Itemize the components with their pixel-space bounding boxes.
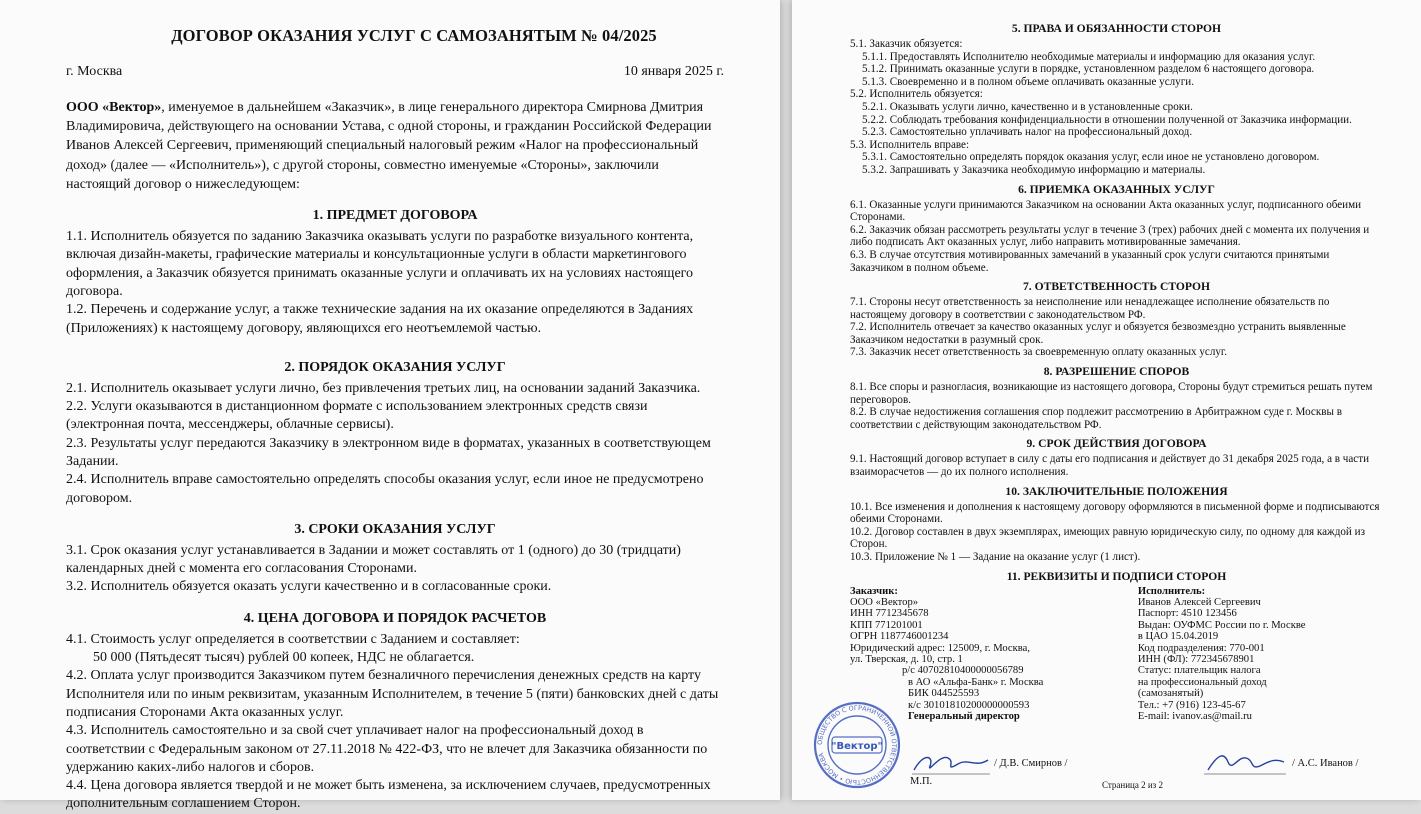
clause-10-1: 10.1. Все изменения и дополнения к настоящему договору оформляются в письменной форме и подписываются обеими Сторонами. bbox=[850, 500, 1380, 526]
clause-5-2-3: 5.2.3. Самостоятельно уплачивать налог на профессиональный доход. bbox=[862, 126, 1193, 139]
clause-10-2: 10.2. Договор составлен в двух экземплярах, имеющих равную юридическую силу, по одному для каждой из Сторон. bbox=[850, 525, 1365, 551]
page-number: Страница 2 из 2 bbox=[1102, 780, 1163, 790]
clause-5-2-1: 5.2.1. Оказывать услуги лично, качественно и в установленные сроки. bbox=[862, 100, 1193, 113]
clause-7-1: 7.1. Стороны несут ответственность за неисполнение или ненадлежащее исполнение обязательств по настоящему договору в соответствии с законодательством РФ. bbox=[850, 296, 1330, 321]
customer-line: БИК 044525593 bbox=[908, 688, 980, 700]
contract-price: 50 000 (Пятьдесят тысяч) рублей 00 копеек, НДС не облагается. bbox=[93, 650, 475, 666]
document-page-2 bbox=[792, 0, 1421, 800]
clause-10-3: 10.3. Приложение № 1 — Задание на оказание услуг (1 лист). bbox=[850, 551, 1141, 563]
clause-4-2: 4.2. Оплата услуг производится Заказчиком путем безналичного перечисления денежных средств на карту Исполнителя или по иным реквизитам, указанным Исполнителем, в течение 5 (пяти) банковских дней с даты подписания Сторонами Акта оказанных услуг. bbox=[66, 668, 719, 720]
customer-line: р/с 40702810400000056789 bbox=[902, 665, 1024, 677]
clause-5-2-2: 5.2.2. Соблюдать требования конфиденциальности в отношении полученной от Заказчика информации. bbox=[862, 113, 1352, 126]
contractor-line: Паспорт: 4510 123456 bbox=[1137, 608, 1237, 620]
contractor-line: Иванов Алексей Сергеевич bbox=[1137, 597, 1261, 608]
company-seal-icon bbox=[812, 700, 902, 790]
contractor-line: Тел.: +7 (916) 123-45-67 bbox=[1137, 699, 1246, 711]
clause-3-1: 3.1. Срок оказания услуг устанавливается в Задании и может составлять от 1 (одного) до 30 (тридцати) календарных дней с момента его согласования Сторонами. bbox=[66, 542, 681, 577]
contractor-line: Код подразделения: 770-001 bbox=[1137, 642, 1265, 654]
contractor-line: Статус: плательщик налога bbox=[1137, 665, 1261, 677]
section-9-heading: 9. СРОК ДЕЙСТВИЯ ДОГОВОРА bbox=[1026, 437, 1207, 451]
requisites bbox=[850, 586, 1383, 723]
section-3-heading: 3. СРОКИ ОКАЗАНИЯ УСЛУГ bbox=[294, 521, 496, 537]
seal-ring-text: ОБЩЕСТВО С ОГРАНИЧЕННОЙ ОТВЕТСТВЕННОСТЬЮ • МОСКВА bbox=[815, 703, 899, 787]
preamble-text: , именуемое в дальнейшем «Заказчик», в лице генерального директора Смирнова Дмитрия Владимировича, действующего на основании Устава, с одной стороны, и гражданин Российской Федерации Иванов Алексей Сергеевич, применяющий специальный налоговый режим «Налог на профессиональный доход» (далее — «Исполнитель»), с другой стороны, совместно именуемые «Стороны», заключили настоящий договор о нижеследующем: bbox=[66, 100, 712, 192]
contractor-label: Исполнитель: bbox=[1137, 585, 1206, 597]
customer-signature-icon bbox=[910, 748, 992, 778]
clause-5-1-3: 5.1.3. Своевременно и в полном объеме оплачивать оказанные услуги. bbox=[862, 75, 1194, 88]
contractor-requisites bbox=[1138, 586, 1383, 723]
seal-text: "Вектор" bbox=[831, 741, 883, 752]
clause-6-3: 6.3. В случае отсутствия мотивированных замечаний в указанный срок услуги считаются принятыми Заказчиком в полном объеме. bbox=[850, 248, 1330, 274]
customer-line: ИНН 7712345678 bbox=[850, 608, 929, 620]
clause-4-1: 4.1. Стоимость услуг определяется в соответствии с Заданием и составляет: bbox=[66, 631, 520, 647]
clause-5-2: 5.2. Исполнитель обязуется: bbox=[850, 88, 983, 101]
clause-1-1: 1.1. Исполнитель обязуется по заданию Заказчика оказывать услуги по разработке визуального контента, включая дизайн-макеты, графические материалы и консультационные услуги в области маркетингового оформления, а Заказчик обязуется принимать оказанные услуги и оплачивать их на условиях настоящего договора. bbox=[66, 229, 694, 299]
section-2-heading: 2. ПОРЯДОК ОКАЗАНИЯ УСЛУГ bbox=[284, 359, 506, 375]
section-1-heading: 1. ПРЕДМЕТ ДОГОВОРА bbox=[312, 208, 478, 224]
section-7-heading: 7. ОТВЕТСТВЕННОСТЬ СТОРОН bbox=[1022, 280, 1210, 294]
contract-date: 10 января 2025 г. bbox=[623, 64, 724, 79]
customer-line: ул. Тверская, д. 10, стр. 1 bbox=[850, 654, 963, 666]
clause-7-3: 7.3. Заказчик несет ответственность за своевременную оплату оказанных услуг. bbox=[850, 346, 1227, 359]
clause-1-2: 1.2. Перечень и содержание услуг, а также технические задания на их оказание определяются в Заданиях (Приложениях) к настоящему договору, являющихся его неотъемлемой частью. bbox=[66, 302, 694, 336]
customer-line: Юридический адрес: 125009, г. Москва, bbox=[850, 642, 1030, 654]
preamble bbox=[66, 98, 724, 194]
section-8-heading: 8. РАЗРЕШЕНИЕ СПОРОВ bbox=[1043, 365, 1190, 379]
contractor-line: Выдан: ОУФМС России по г. Москве bbox=[1137, 619, 1306, 631]
company-name: ООО «Вектор» bbox=[66, 100, 162, 115]
clause-7-2: 7.2. Исполнитель отвечает за качество оказанных услуг и обязуется безвозмездно устранить выявленные Заказчиком недостатки в разумный срок. bbox=[850, 321, 1346, 346]
section-10-heading: 10. ЗАКЛЮЧИТЕЛЬНЫЕ ПОЛОЖЕНИЯ bbox=[1005, 484, 1228, 498]
place-date-line bbox=[66, 64, 724, 80]
customer-line: ООО «Вектор» bbox=[850, 597, 919, 608]
clause-5-3-1: 5.3.1. Самостоятельно определять порядок оказания услуг, если иное не установлено договором. bbox=[862, 151, 1320, 164]
customer-line: ОГРН 1187746001234 bbox=[850, 631, 949, 643]
clause-9-1: 9.1. Настоящий договор вступает в силу с даты его подписания и действует до 31 декабря 2025 года, а в части взаиморасчетов — до их полного исполнения. bbox=[850, 453, 1370, 479]
customer-position: Генеральный директор bbox=[908, 711, 1020, 723]
clause-6-2: 6.2. Заказчик обязан рассмотреть результаты услуг в течение 3 (трех) рабочих дней с момента их получения и либо подписать Акт оказанных услуг, либо направить мотивированные замечания. bbox=[850, 223, 1370, 249]
customer-signature-name: / Д.В. Смирнов / bbox=[994, 758, 1068, 769]
section-11-heading: 11. РЕКВИЗИТЫ И ПОДПИСИ СТОРОН bbox=[1006, 569, 1227, 583]
clause-5-3: 5.3. Исполнитель вправе: bbox=[850, 138, 970, 151]
clause-5-3-2: 5.3.2. Запрашивать у Заказчика необходимую информацию и материалы. bbox=[862, 163, 1206, 176]
clause-6-1: 6.1. Оказанные услуги принимаются Заказчиком на основании Акта оказанных услуг, подписанного обеими Сторонами. bbox=[850, 198, 1362, 224]
clause-2-2: 2.2. Услуги оказываются в дистанционном формате с использованием электронных средств связи (электронная почта, мессенджеры, облачные сервисы). bbox=[66, 399, 648, 433]
section-5-heading: 5. ПРАВА И ОБЯЗАННОСТИ СТОРОН bbox=[1011, 22, 1222, 35]
customer-line: в АО «Альфа-Банк» г. Москва bbox=[908, 676, 1044, 688]
contract-city: г. Москва bbox=[66, 64, 123, 79]
clause-2-1: 2.1. Исполнитель оказывает услуги лично, без привлечения третьих лиц, на основании заданий Заказчика. bbox=[66, 380, 701, 396]
contract-title: ДОГОВОР ОКАЗАНИЯ УСЛУГ С САМОЗАНЯТЫМ № 04/2025 bbox=[171, 26, 657, 45]
clause-4-3: 4.3. Исполнитель самостоятельно и за свой счет уплачивает налог на профессиональный доход в соответствии с Федеральным законом от 27.11.2018 № 422-ФЗ, что не влечет для Заказчика обязанности по удержанию каких-либо налогов и сборов. bbox=[66, 723, 708, 775]
clause-2-3: 2.3. Результаты услуг передаются Заказчику в электронном виде в форматах, указанных в соответствующем Задании. bbox=[66, 435, 711, 469]
contractor-signature-name: / А.С. Иванов / bbox=[1292, 758, 1359, 769]
contractor-signature-icon bbox=[1202, 748, 1288, 778]
contractor-line: в ЦАО 15.04.2019 bbox=[1137, 631, 1219, 643]
customer-label: Заказчик: bbox=[850, 585, 898, 597]
clause-8-2: 8.2. В случае недостижения соглашения спор подлежит рассмотрению в Арбитражном суде г. Москвы в соответствии с действующим законодательством РФ. bbox=[850, 406, 1342, 431]
customer-line: КПП 771201001 bbox=[850, 619, 923, 631]
contractor-line: E-mail: ivanov.as@mail.ru bbox=[1137, 711, 1252, 723]
contractor-line: на профессиональный доход bbox=[1137, 676, 1267, 688]
clause-4-4: 4.4. Цена договора является твердой и не может быть изменена, за исключением случаев, предусмотренных дополнительным соглашением Сторон. bbox=[66, 778, 711, 812]
clause-5-1-1: 5.1.1. Предоставлять Исполнителю необходимые материалы и информацию для оказания услуг. bbox=[862, 50, 1316, 63]
seal-place-label: М.П. bbox=[910, 776, 933, 787]
section-6-heading: 6. ПРИЕМКА ОКАЗАННЫХ УСЛУГ bbox=[1018, 182, 1215, 196]
clause-5-1-2: 5.1.2. Принимать оказанные услуги в порядке, установленном разделом 6 настоящего договора. bbox=[862, 63, 1315, 76]
contractor-line: ИНН (ФЛ): 772345678901 bbox=[1137, 654, 1255, 666]
clause-3-2: 3.2. Исполнитель обязуется оказать услуги качественно и в согласованные сроки. bbox=[66, 579, 552, 595]
clause-2-4: 2.4. Исполнитель вправе самостоятельно определять способы оказания услуг, если иное не предусмотрено договором. bbox=[66, 472, 704, 506]
clause-5-1: 5.1. Заказчик обязуется: bbox=[850, 38, 963, 50]
contractor-line: (самозанятый) bbox=[1137, 688, 1204, 700]
section-4-heading: 4. ЦЕНА ДОГОВОРА И ПОРЯДОК РАСЧЕТОВ bbox=[243, 610, 547, 626]
clause-8-1: 8.1. Все споры и разногласия, возникающие из настоящего договора, Стороны будут стремиться решать путем переговоров. bbox=[850, 381, 1373, 406]
customer-line: к/с 30101810200000000593 bbox=[908, 699, 1030, 711]
